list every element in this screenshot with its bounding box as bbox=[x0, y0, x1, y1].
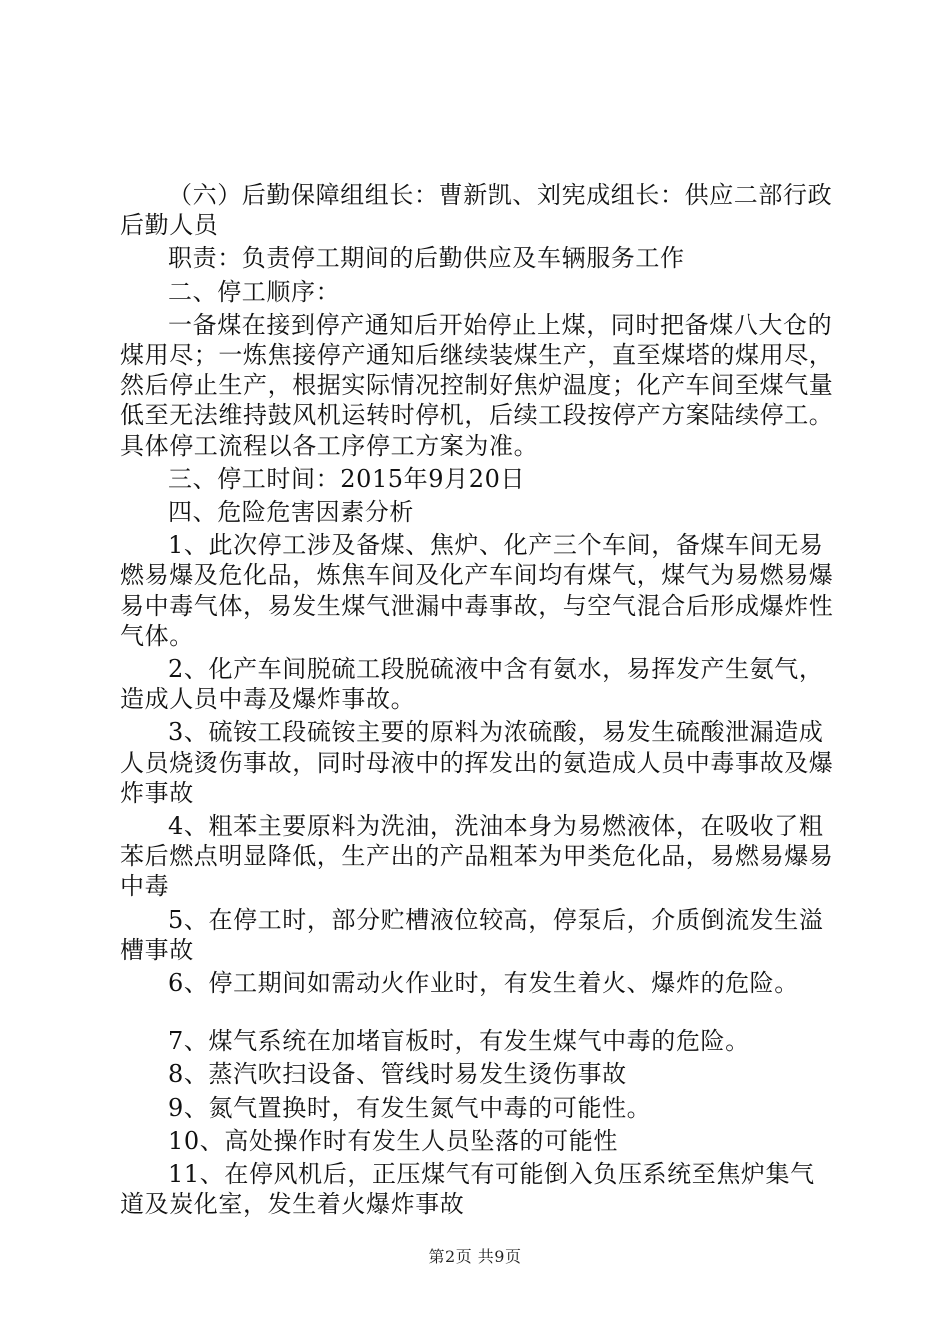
page-number-footer: 第2页 共9页 bbox=[428, 1247, 522, 1266]
paragraph-shutdown-order: 一备煤在接到停产通知后开始停止上煤，同时把备煤八大仓的煤用尽；一炼焦接停产通知后继续装煤生产，直至煤塔的煤用尽，然后停止生产，根据实际情况控制好焦炉温度；化产车间至煤气量低至无法维持鼓风机运转时停机，后续工段按停产方案陆续停工。具体停工流程以各工序停工方案为准。 bbox=[120, 310, 834, 460]
section-heading-hazard-analysis: 四、危险危害因素分析 bbox=[168, 498, 414, 527]
hazard-item-10: 10、高处操作时有发生人员坠落的可能性 bbox=[168, 1126, 618, 1155]
document-body bbox=[120, 180, 835, 1223]
hazard-item-3: 3、硫铵工段硫铵主要的原料为浓硫酸，易发生硫酸泄漏造成人员烧烫伤事故，同时母液中的挥发出的氨造成人员中毒事故及爆炸事故 bbox=[120, 718, 834, 807]
hazard-item-2: 2、化产车间脱硫工段脱硫液中含有氨水，易挥发产生氨气，造成人员中毒及爆炸事故。 bbox=[120, 655, 824, 714]
hazard-item-7: 7、煤气系统在加堵盲板时，有发生煤气中毒的危险。 bbox=[168, 1027, 750, 1056]
hazard-item-1: 1、此次停工涉及备煤、焦炉、化产三个车间，备煤车间无易燃易爆及危化品，炼焦车间及化产车间均有煤气，煤气为易燃易爆易中毒气体，易发生煤气泄漏中毒事故，与空气混合后形成爆炸性气体。 bbox=[120, 531, 834, 650]
hazard-item-5: 5、在停工时，部分贮槽液位较高，停泵后，介质倒流发生溢槽事故 bbox=[120, 905, 824, 964]
hazard-item-11: 11、在停风机后，正压煤气有可能倒入负压系统至焦炉集气道及炭化室，发生着火爆炸事故 bbox=[120, 1160, 815, 1219]
hazard-item-8: 8、蒸汽吹扫设备、管线时易发生烫伤事故 bbox=[168, 1060, 627, 1089]
section-heading-shutdown-order: 二、停工顺序： bbox=[168, 277, 341, 306]
hazard-item-4: 4、粗苯主要原料为洗油，洗油本身为易燃液体，在吸收了粗苯后燃点明显降低，生产出的产品粗苯为甲类危化品，易燃易爆易中毒 bbox=[120, 812, 834, 901]
paragraph-logistics-group: （六）后勤保障组组长：曹新凯、刘宪成组长：供应二部行政后勤人员 bbox=[120, 181, 833, 240]
hazard-item-6: 6、停工期间如需动火作业时，有发生着火、爆炸的危险。 bbox=[168, 969, 799, 998]
hazard-item-9: 9、氮气置换时，有发生氮气中毒的可能性。 bbox=[168, 1093, 652, 1122]
section-heading-shutdown-time: 三、停工时间：2015年9月20日 bbox=[168, 464, 526, 493]
paragraph-duties: 职责：负责停工期间的后勤供应及车辆服务工作 bbox=[168, 244, 685, 273]
